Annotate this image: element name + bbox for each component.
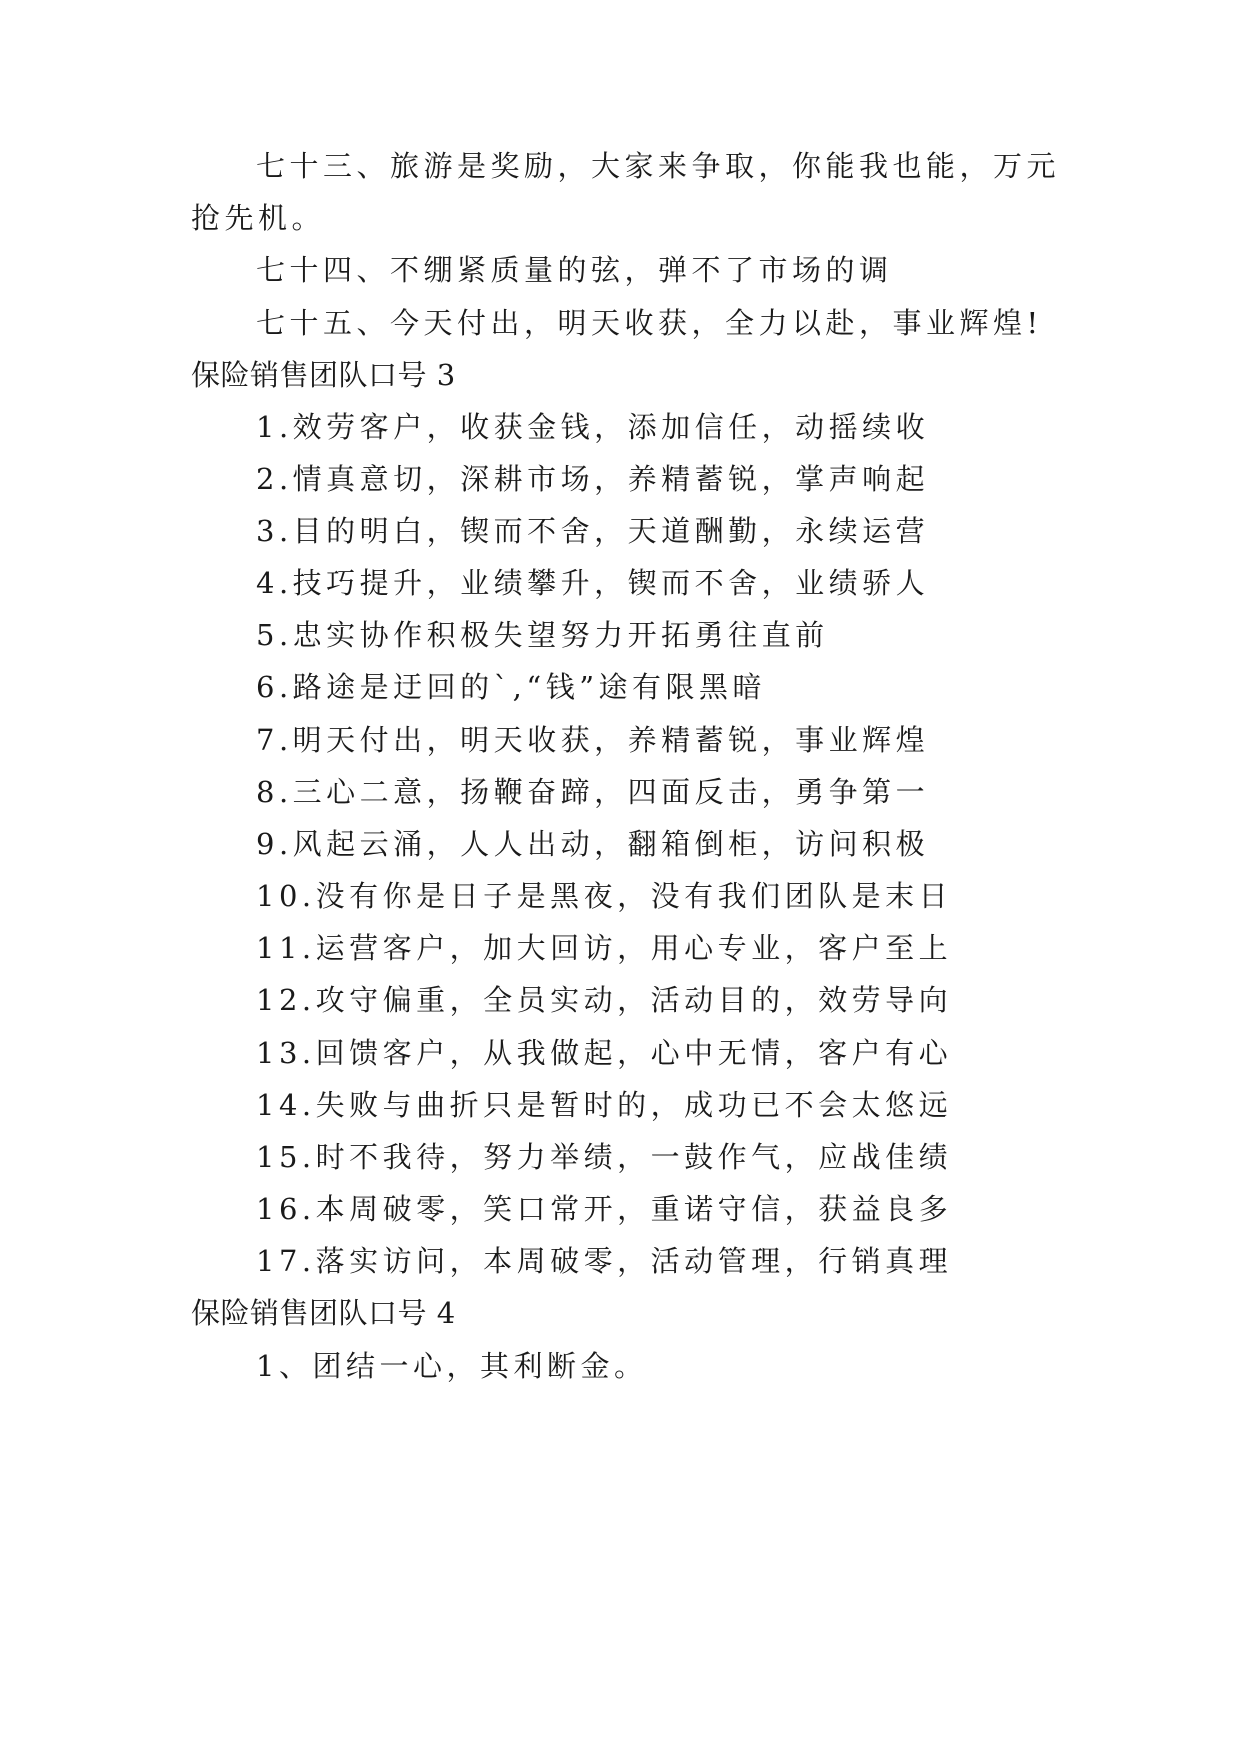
list-item: 17.落实访问，本周破零，活动管理，行销真理 [256,1244,953,1278]
list-item: 12.攻守偏重，全员实动，活动目的，效劳导向 [256,983,953,1017]
list-item: 9.风起云涌，人人出动，翻箱倒柜，访问积极 [256,827,930,861]
list-item: 14.失败与曲折只是暂时的，成功已不会太悠远 [256,1088,953,1122]
section-heading-3: 保险销售团队口号 3 [191,358,456,392]
list-item: 6.路途是迂回的`,“钱”途有限黑暗 [256,670,767,704]
paragraph-item-73-line2: 抢先机。 [191,201,326,235]
paragraph-item-73-line1: 七十三、旅游是奖励，大家来争取，你能我也能，万元 [256,149,1061,183]
list-item: 16.本周破零，笑口常开，重诺守信，获益良多 [256,1192,953,1226]
list-item: 1、团结一心，其利断金。 [256,1349,648,1383]
list-item: 5.忠实协作积极失望努力开拓勇往直前 [256,618,829,652]
list-item: 2.情真意切，深耕市场，养精蓄锐，掌声响起 [256,462,930,496]
list-item: 1.效劳客户，收获金钱，添加信任，动摇续收 [256,410,930,444]
paragraph-item-74: 七十四、不绷紧质量的弦，弹不了市场的调 [256,253,893,287]
list-item: 10.没有你是日子是黑夜，没有我们团队是末日 [256,879,953,913]
list-item: 4.技巧提升，业绩攀升，锲而不舍，业绩骄人 [256,566,930,600]
list-item: 13.回馈客户，从我做起，心中无情，客户有心 [256,1036,953,1070]
list-item: 8.三心二意，扬鞭奋蹄，四面反击，勇争第一 [256,775,930,809]
list-item: 15.时不我待，努力举绩，一鼓作气，应战佳绩 [256,1140,953,1174]
paragraph-item-75: 七十五、今天付出，明天收获，全力以赴，事业辉煌! [256,306,1043,340]
list-item: 11.运营客户，加大回访，用心专业，客户至上 [256,931,953,965]
list-item: 3.目的明白，锲而不舍，天道酬勤，永续运营 [256,514,930,548]
section-heading-4: 保险销售团队口号 4 [191,1296,456,1330]
list-item: 7.明天付出，明天收获，养精蓄锐，事业辉煌 [256,723,930,757]
